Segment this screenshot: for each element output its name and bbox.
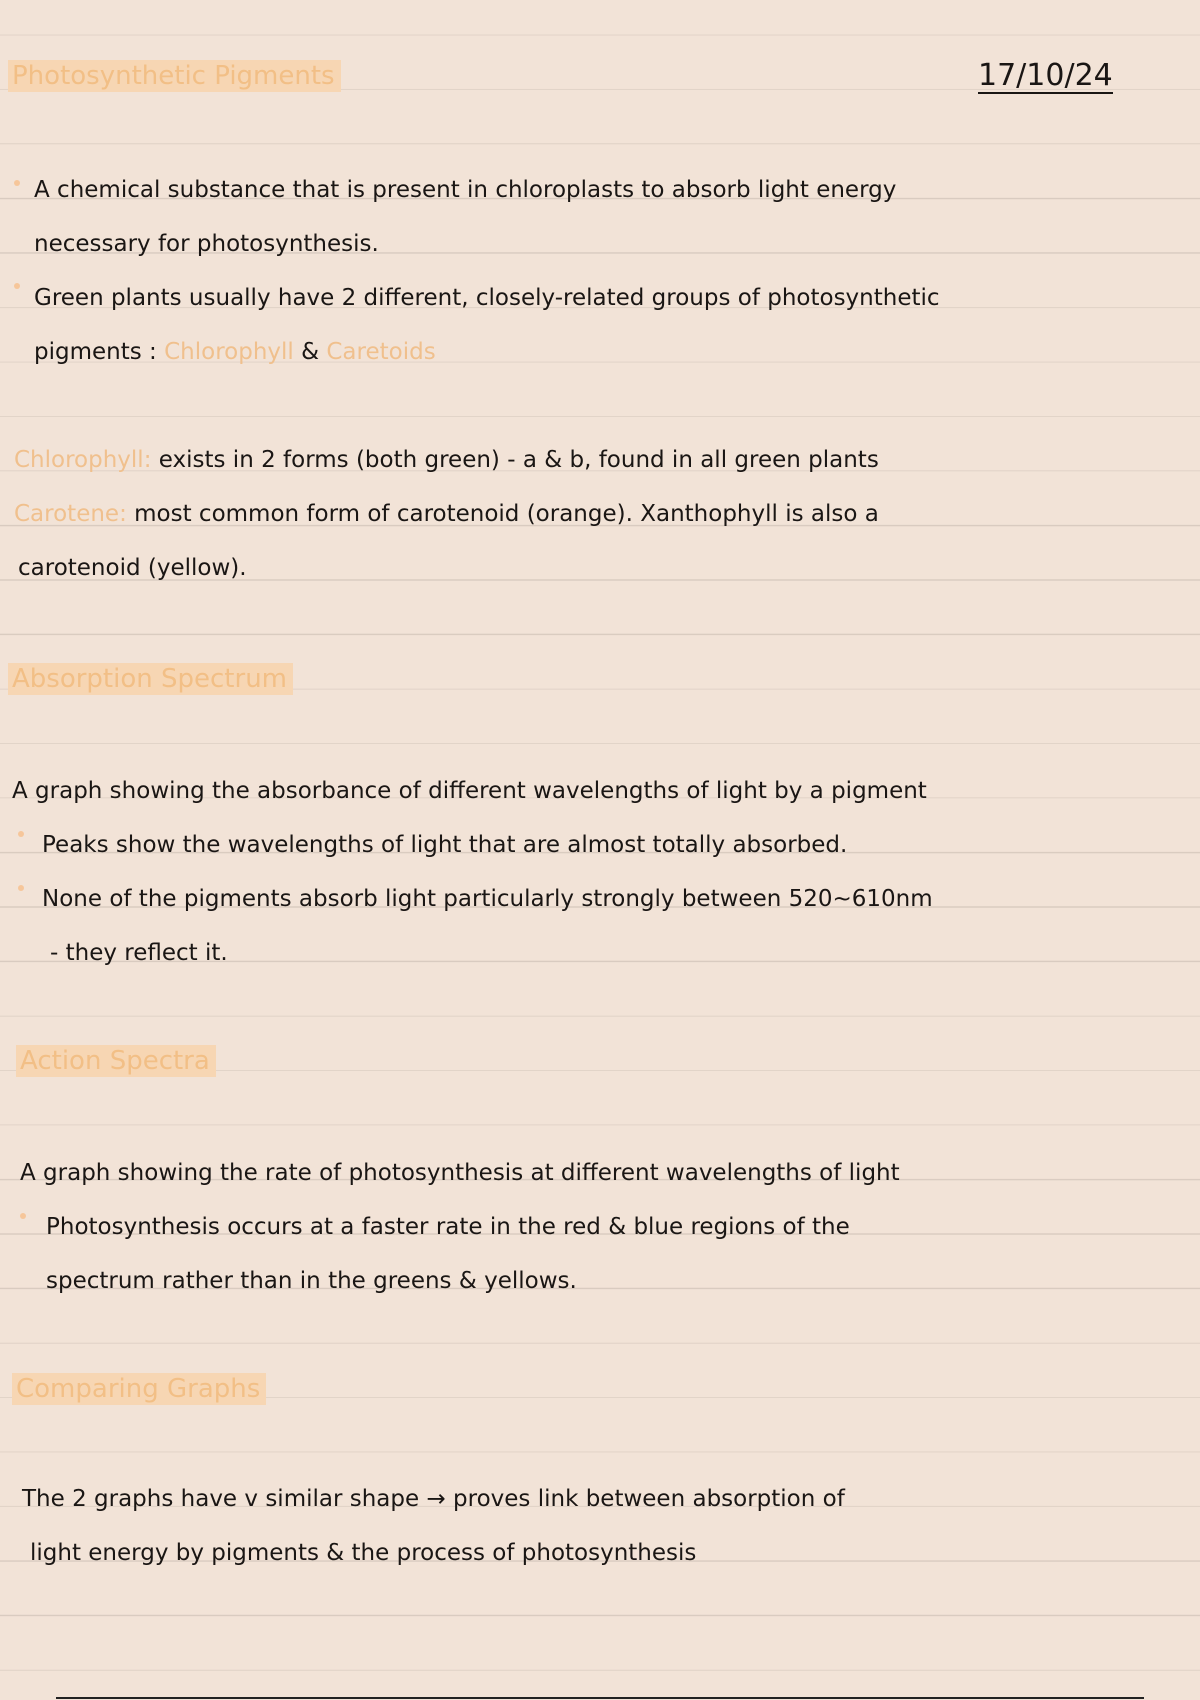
bullet: [14, 180, 20, 186]
term-caretoids: Caretoids: [326, 339, 436, 365]
action-line-1: A graph showing the rate of photosynthesis at different wavelengths of light: [20, 1160, 900, 1186]
heading-comparing-graphs: Comparing Graphs: [12, 1373, 266, 1405]
term-chlorophyll: Chlorophyll: [164, 339, 294, 365]
comparing-line-1: The 2 graphs have v similar shape → proves link between absorption of: [22, 1486, 845, 1512]
ampersand: &: [301, 339, 320, 365]
absorption-line-3: None of the pigments absorb light particularly strongly between 520~610nm: [42, 886, 933, 912]
pigments-label: pigments :: [34, 339, 157, 365]
pigments-line-2: necessary for photosynthesis.: [34, 231, 379, 257]
bottom-rule: [56, 1697, 1144, 1699]
pigments-line-3: Green plants usually have 2 different, closely-related groups of photosynthetic: [34, 285, 940, 311]
bullet: [20, 1213, 26, 1219]
pigments-line-1: A chemical substance that is present in chloroplasts to absorb light energy: [34, 177, 897, 203]
absorption-line-2: Peaks show the wavelengths of light that are almost totally absorbed.: [42, 832, 848, 858]
action-line-3: spectrum rather than in the greens & yellows.: [46, 1268, 577, 1294]
heading-action-spectra: Action Spectra: [16, 1045, 216, 1077]
comparing-line-2: light energy by pigments & the process of photosynthesis: [30, 1540, 697, 1566]
absorption-line-1: A graph showing the absorbance of different wavelengths of light by a pigment: [12, 778, 927, 804]
bullet: [18, 831, 24, 837]
absorption-line-4: - they reflect it.: [50, 940, 228, 966]
bullet: [18, 885, 24, 891]
term-chlorophyll-label: Chlorophyll:: [14, 447, 152, 473]
heading-photosynthetic-pigments: Photosynthetic Pigments: [8, 60, 341, 92]
term-carotene-label: Carotene:: [14, 501, 127, 527]
chlorophyll-definition: [14, 445, 879, 475]
chlorophyll-text: exists in 2 forms (both green) - a & b, found in all green plants: [158, 447, 879, 473]
heading-absorption-spectrum: Absorption Spectrum: [8, 663, 293, 695]
carotene-text: most common form of carotenoid (orange). Xanthophyll is also a: [134, 501, 879, 527]
carotene-text-2: carotenoid (yellow).: [18, 555, 247, 581]
carotene-definition: [14, 499, 879, 529]
date: 17/10/24: [978, 58, 1113, 93]
bullet: [14, 283, 20, 289]
action-line-2: Photosynthesis occurs at a faster rate in the red & blue regions of the: [46, 1214, 850, 1240]
pigments-line-4: [34, 337, 436, 367]
